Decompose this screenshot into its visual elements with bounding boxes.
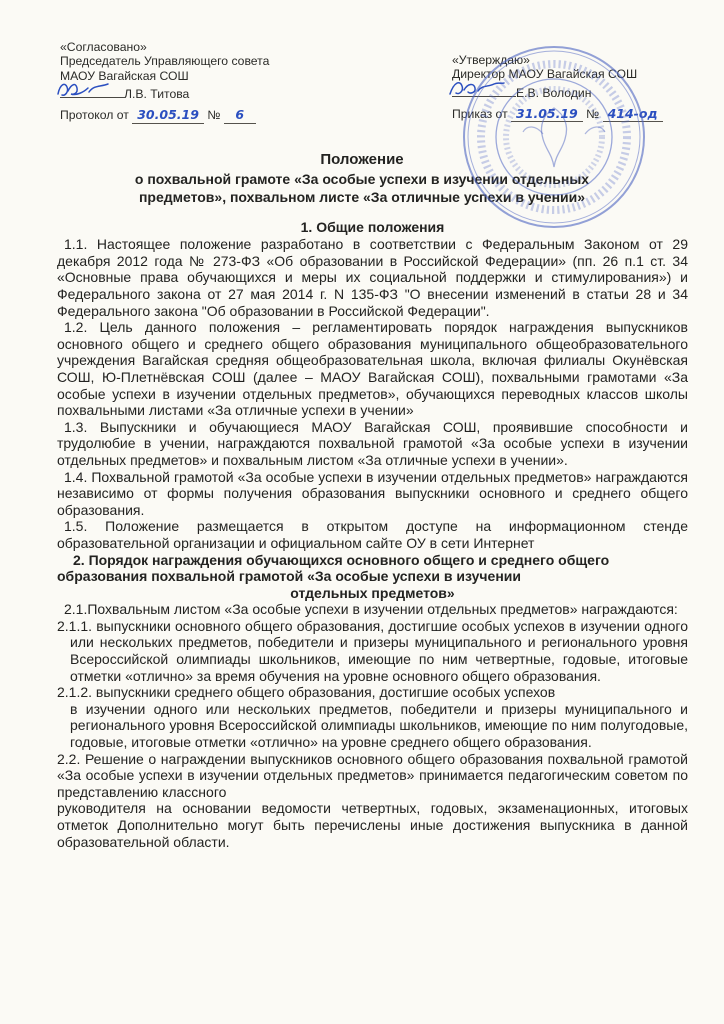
paragraph-2-1: 2.1.Похвальным листом «За особые успехи в изучении отдельных предметов» награждаются: — [64, 601, 678, 618]
section-2-heading-line-1: 2. Порядок награждения обучающихся основного общего и среднего общего — [73, 551, 610, 568]
document-title — [0, 150, 724, 206]
order-row — [452, 107, 694, 122]
section-2-heading — [57, 552, 688, 602]
approved-signature-line — [452, 85, 516, 97]
agreed-signature-row — [60, 86, 372, 104]
agreed-signature-line — [60, 86, 124, 98]
agreed-signer-name: Л.В. Титова — [124, 87, 190, 102]
protocol-row — [60, 108, 372, 123]
paragraph-1-1: 1.1. Настоящее положение разработано в соответствии с Федеральным Законом от 29 декабря 2012 года № 273-ФЗ «Об образовании в Российской Федерации» (пп. 26 п.1 ст. 34 «Основные права обучающихся и меры их социальной поддержки и стимулирования») и Федерального закона от 27 мая 2014 г. N 135-ФЗ "О внесении изменений в статьи 28 и 34 Федерального закона "Об образовании в Российской Федерации". — [57, 236, 688, 319]
order-number-handwritten: 414-од — [607, 105, 658, 121]
protocol-label: Протокол от — [60, 108, 129, 123]
signature-scribble-icon — [448, 78, 506, 100]
paragraph-1-4: 1.4. Похвальной грамотой «За особые успехи в изучении отдельных предметов» награждаются независимо от формы получения образования выпускники основного и среднего общего образования. — [57, 468, 688, 518]
agreed-block — [60, 40, 372, 124]
paragraph-2-1-2-body: в изучении одного или нескольких предметов, победители и призеры муниципального и регионального уровня Всероссийской олимпиады школьников, имеющие по ним полугодовые, годовые, итоговые отметки «отлично» на уровне среднего общего образования. — [70, 700, 688, 751]
document-header — [0, 0, 724, 124]
protocol-number-handwritten: 6 — [235, 107, 245, 123]
approved-role: Директор МАОУ Вагайская СОШ — [452, 67, 638, 82]
order-label: Приказ от — [452, 106, 508, 121]
agreed-role: Председатель Управляющего совета — [60, 54, 270, 69]
paragraph-2-2-lead: 2.2. Решение о награждении выпускников основного общего образования похвальной грамотой «За особые успехи в изучении отдельных предметов» принимается педагогическим советом по представлению классного — [57, 750, 688, 800]
protocol-date-field — [132, 108, 204, 123]
paragraph-2-1-1: 2.1.1. выпускники основного общего образования, достигшие особых успехов в изучении одного или нескольких предметов, победители и призеры муниципального и регионального уровня Всероссийской олимпиады школьников, имеющие по ним четвертные, годовые, итоговые отметки «отлично» за время обучения на уровне основного общего образования. — [57, 617, 688, 684]
title-line-2: о похвальной грамоте «За особые успехи в изучении отдельных — [134, 170, 590, 187]
agreed-org: МАОУ Вагайская СОШ — [60, 68, 189, 83]
protocol-date-handwritten: 30.05.19 — [137, 107, 199, 123]
signature-scribble-icon — [56, 79, 112, 101]
approved-signer-name: Е.В. Володин — [516, 85, 592, 100]
paragraph-1-5: 1.5. Положение размещается в открытом доступе на информационном стенде образовательной организации и официальном сайте ОУ в сети Интернет — [57, 518, 688, 551]
order-date-handwritten: 31.05.19 — [516, 105, 578, 121]
section-2-heading-line-3: отдельных предметов» — [290, 584, 455, 601]
approved-label: «Утверждаю» — [452, 53, 530, 67]
paragraph-2-1-2-lead: 2.1.2. выпускники среднего общего образования, достигшие особых успехов — [57, 684, 556, 701]
section-1-heading: 1. Общие положения — [300, 218, 445, 235]
order-number-field — [603, 107, 663, 122]
agreed-label: «Согласовано» — [60, 40, 147, 54]
title-line-1: Положение — [320, 150, 404, 168]
approved-signature-row — [452, 85, 694, 103]
section-2-heading-line-2: образования похвальной грамотой «За особые успехи в изучении — [57, 568, 521, 585]
title-line-3: предметов», похвальном листе «За отличные успехи в учении» — [138, 188, 586, 205]
approved-block — [452, 53, 694, 124]
order-date-field — [511, 107, 583, 122]
paragraph-1-3: 1.3. Выпускники и обучающиеся МАОУ Вагайская СОШ, проявившие способности и трудолюбие в учении, награждаются похвальной грамотой «За особые успехи в изучении отдельных предметов» и похвальным листом «За отличные успехи в учении». — [57, 418, 688, 468]
paragraph-2-2-body: руководителя на основании ведомости четвертных, годовых, экзаменационных, итоговых отметок Дополнительно могут быть перечислены иные достижения выпускника в данной образовательной области. — [57, 800, 688, 850]
protocol-no-label: № — [207, 108, 221, 123]
paragraph-1-2: 1.2. Цель данного положения – регламентировать порядок награждения выпускников основного общего и среднего общего образования муниципального общеобразовательного учреждения Вагайская средняя общеобразовательная школа, включая филиалы Окунёвская СОШ, Ю-Плетнёвская СОШ (далее – МАОУ Вагайская СОШ), похвальными грамотами «За особые успехи в изучении отдельных предметов», обучающихся переводных классов школы похвальными листами «За отличные успехи в учении» — [57, 319, 688, 419]
protocol-number-field — [224, 108, 256, 123]
document-body — [0, 206, 724, 851]
order-no-label: № — [586, 106, 600, 121]
